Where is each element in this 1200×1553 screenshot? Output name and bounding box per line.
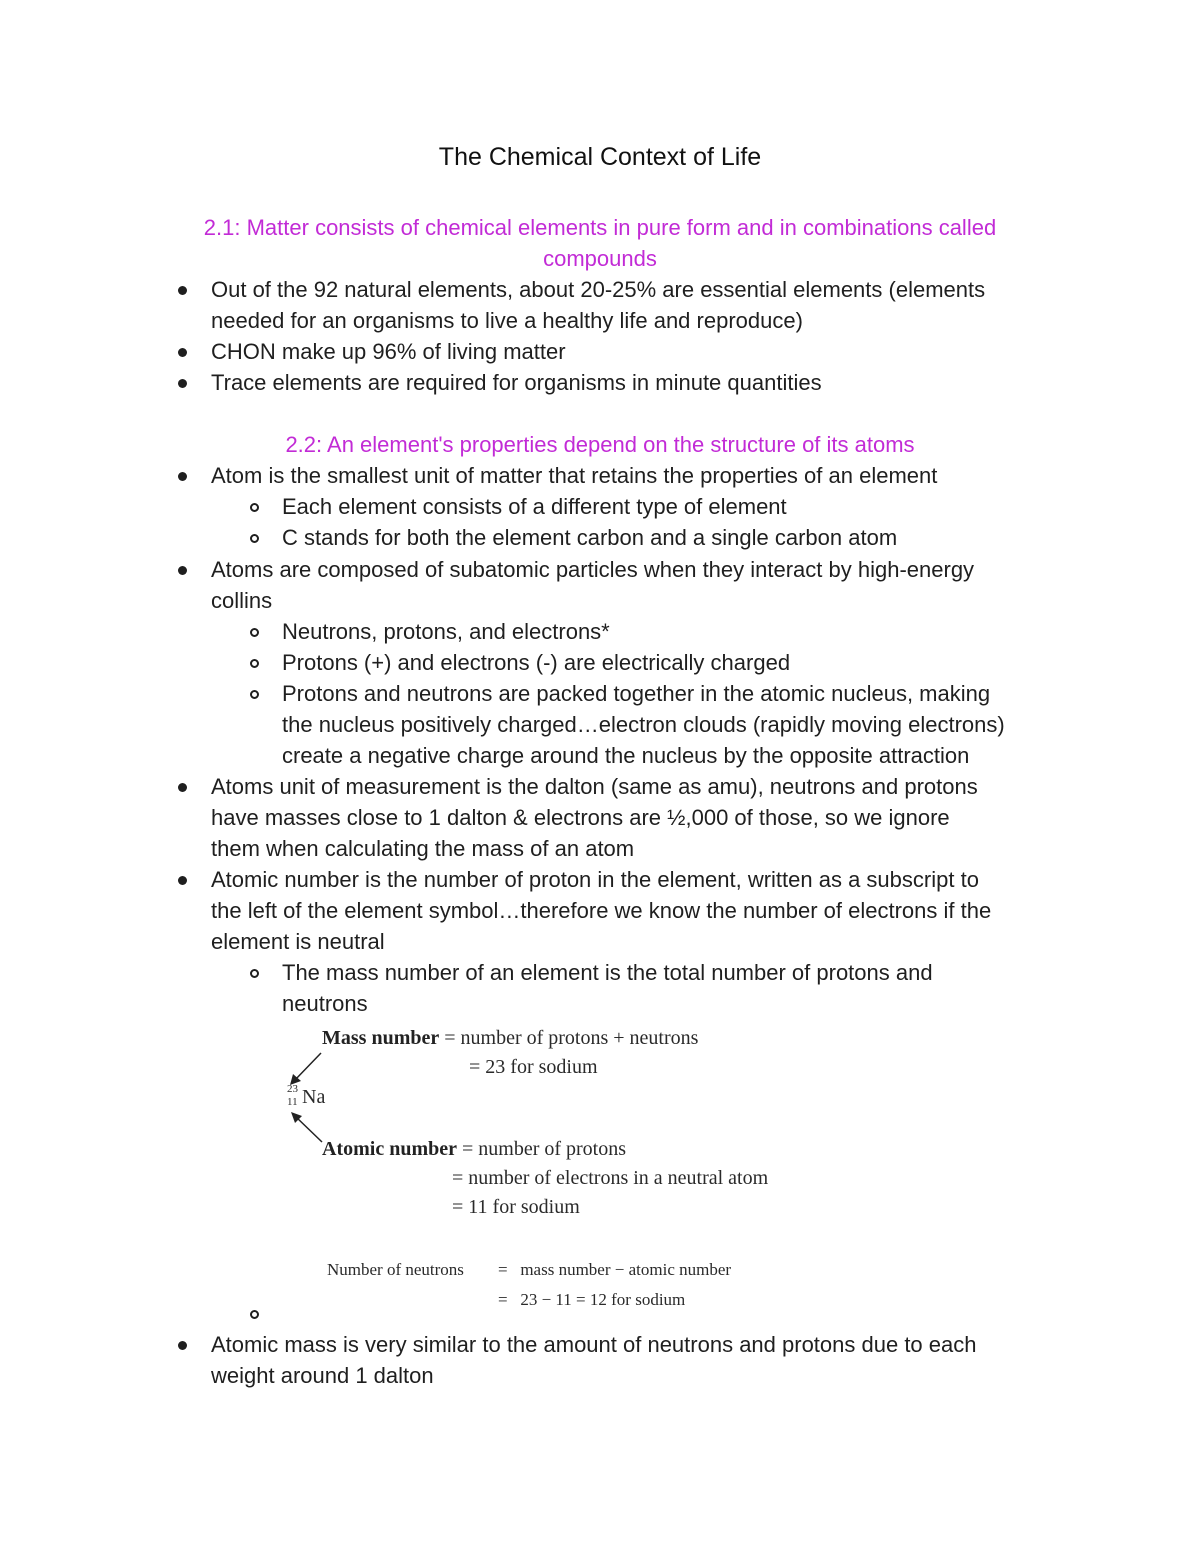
mass-superscript: 23 (287, 1083, 298, 1095)
list-item: CHON make up 96% of living matter (211, 339, 566, 364)
atomic-arrow-line (295, 1116, 322, 1142)
mass-number-eq2: = 23 for sodium (469, 1056, 598, 1078)
page-title: The Chemical Context of Life (438, 143, 762, 171)
list-item: Atom is the smallest unit of matter that retains the properties of an element (211, 463, 938, 488)
atomic-number-eq3: = 11 for sodium (452, 1196, 580, 1218)
list-item-cont: weight around 1 dalton (211, 1363, 434, 1388)
mass-arrow-line (294, 1053, 321, 1081)
list-item: Atomic mass is very similar to the amount of neutrons and protons due to each (211, 1332, 977, 1357)
list-item: Trace elements are required for organisms in minute quantities (211, 370, 822, 395)
atomic-number-eq2: = number of electrons in a neutral atom (452, 1167, 769, 1189)
sub-bullet-icon (250, 659, 259, 668)
sub-list-item-cont: neutrons (282, 991, 368, 1016)
element-symbol: Na (302, 1086, 326, 1108)
list-item-cont: them when calculating the mass of an atom (211, 836, 635, 861)
sub-list-item: Neutrons, protons, and electrons* (282, 619, 610, 644)
list-item-cont: the left of the element symbol…therefore we know the number of electrons if the (211, 898, 992, 923)
sub-list-item-cont: create a negative charge around the nucleus by the opposite attraction (282, 743, 970, 768)
bullet-icon (178, 379, 187, 388)
list-item-cont: element is neutral (211, 929, 385, 954)
bullet-icon (178, 348, 187, 357)
figure-label-atomic (322, 1137, 626, 1161)
sub-bullet-icon (250, 1310, 259, 1319)
sub-list-item: The mass number of an element is the total number of protons and (282, 960, 933, 985)
list-item: Out of the 92 natural elements, about 20-25% are essential elements (elements (211, 277, 986, 302)
section-heading-2-1: 2.1: Matter consists of chemical elements in pure form and in combinations called (203, 215, 997, 240)
sub-list-item: C stands for both the element carbon and a single carbon atom (282, 525, 898, 550)
bullet-icon (178, 566, 187, 575)
sub-list-item: Each element consists of a different type of element (282, 494, 787, 519)
atomic-subscript: 11 (287, 1096, 298, 1108)
sub-bullet-icon (250, 628, 259, 637)
bullet-icon (178, 1341, 187, 1350)
list-item: Atoms unit of measurement is the dalton (same as amu), neutrons and protons (211, 774, 978, 799)
sub-bullet-icon (250, 969, 259, 978)
sub-bullet-icon (250, 690, 259, 699)
mass-number-term: Mass number (322, 1027, 440, 1049)
list-item-cont: have masses close to 1 dalton & electrons are ½,000 of those, so we ignore (211, 805, 950, 830)
section-heading-2-1-cont: compounds (543, 246, 657, 271)
neutrons-eq2: = 23 − 11 = 12 for sodium (498, 1290, 686, 1309)
atomic-number-eq1: = number of protons (461, 1138, 627, 1160)
neutrons-eq1: = mass number − atomic number (498, 1260, 732, 1279)
sub-bullet-icon (250, 534, 259, 543)
neutrons-label: Number of neutrons (327, 1260, 464, 1279)
sub-list-item: Protons and neutrons are packed together in the atomic nucleus, making (282, 681, 991, 706)
bullet-icon (178, 876, 187, 885)
figure-label-mass (322, 1026, 698, 1050)
list-item-cont: collins (211, 588, 273, 613)
section-heading-2-2: 2.2: An element's properties depend on the structure of its atoms (285, 432, 915, 457)
bullet-icon (178, 472, 187, 481)
sub-bullet-icon (250, 503, 259, 512)
list-item-cont: needed for an organisms to live a healthy life and reproduce) (211, 308, 803, 333)
bullet-icon (178, 783, 187, 792)
sub-list-item: Protons (+) and electrons (-) are electrically charged (282, 650, 791, 675)
sub-list-item-cont: the nucleus positively charged…electron clouds (rapidly moving electrons) (282, 712, 1005, 737)
mass-number-eq1: = number of protons + neutrons (444, 1027, 699, 1049)
bullet-icon (178, 286, 187, 295)
list-item: Atomic number is the number of proton in the element, written as a subscript to (211, 867, 979, 892)
list-item: Atoms are composed of subatomic particles when they interact by high-energy (211, 557, 975, 582)
atomic-number-term: Atomic number (322, 1138, 457, 1160)
